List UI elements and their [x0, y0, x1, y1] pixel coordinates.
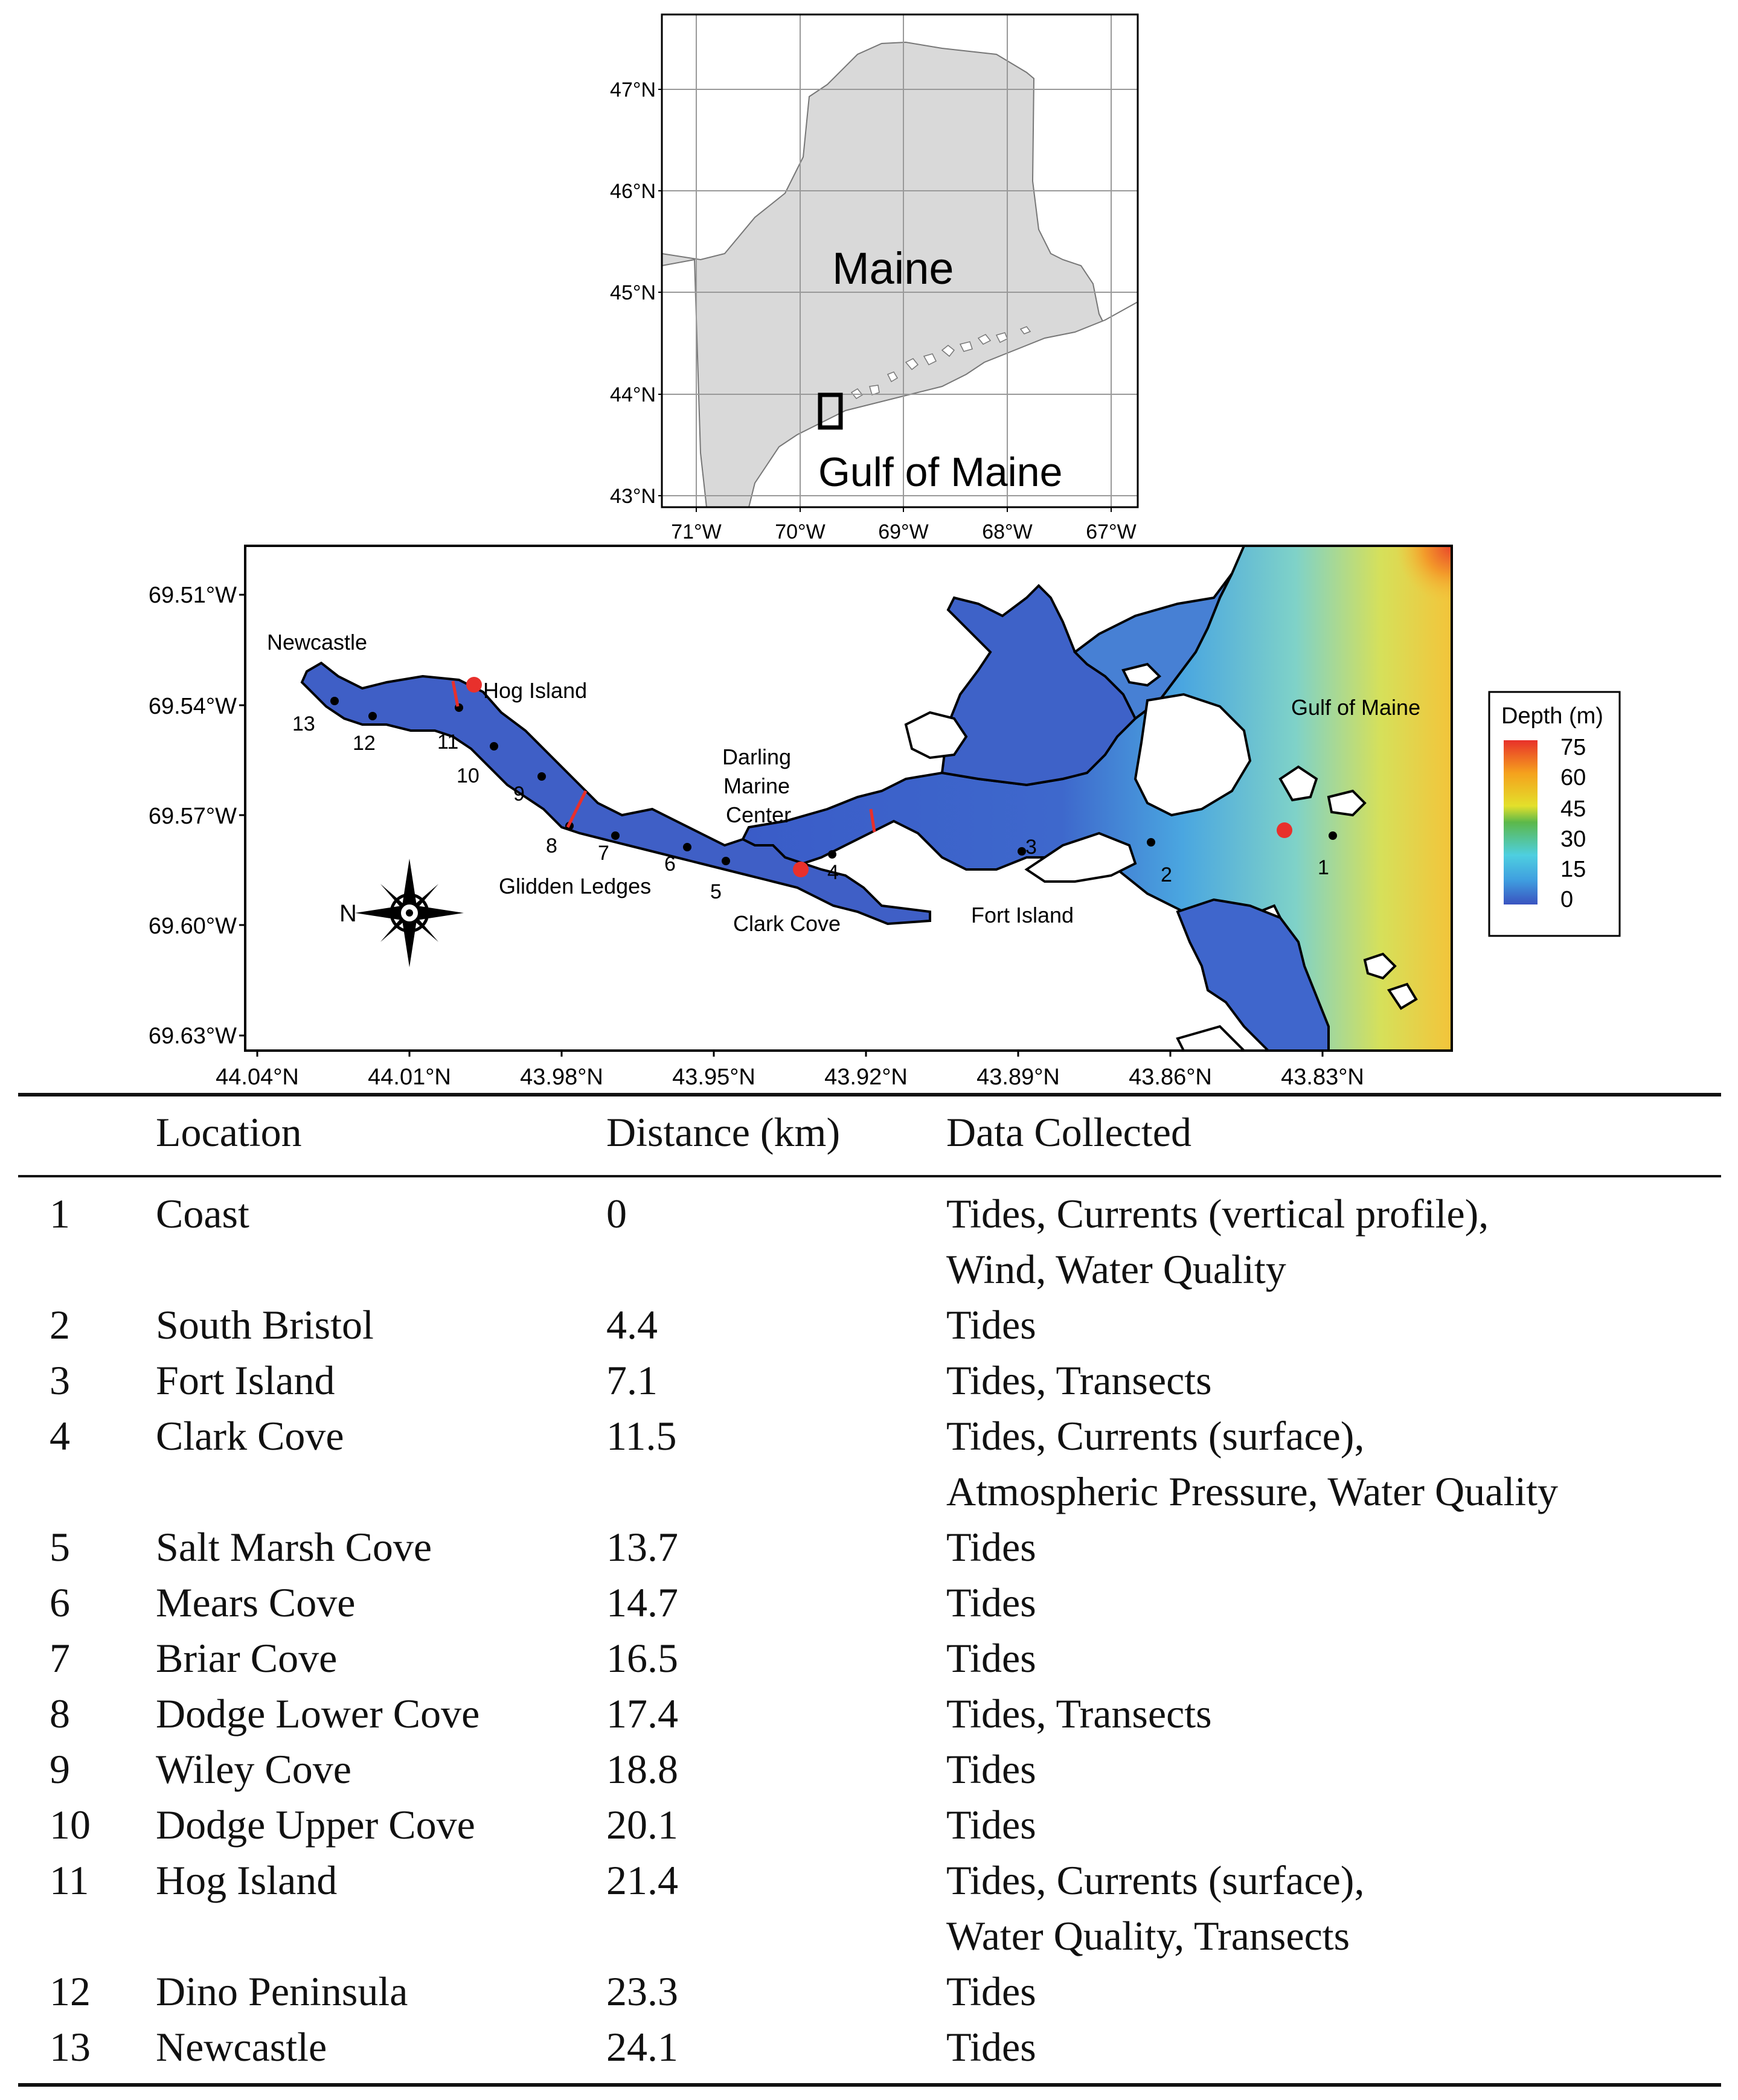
table-row — [18, 1186, 1721, 1297]
inset-map — [0, 0, 1738, 543]
station-5-label: 5 — [710, 880, 722, 903]
table-row — [18, 1964, 1721, 2019]
inset-lat-45: 45°N — [610, 281, 656, 304]
row-data-collected: Atmospheric Pressure, Water Quality — [946, 1468, 1559, 1514]
main-y-ticks — [149, 583, 237, 1049]
row-data-collected: Tides — [946, 1302, 1036, 1348]
x-tick-5: 43.92°N — [824, 1064, 908, 1087]
row-distance: 7.1 — [606, 1357, 658, 1403]
header-distance: Distance (km) — [606, 1109, 841, 1155]
station-10-dot — [490, 742, 498, 751]
row-distance: 23.3 — [606, 1968, 678, 2014]
station-6-label: 6 — [664, 853, 676, 876]
label-hog-island: Hog Island — [483, 678, 588, 703]
legend-title: Depth (m) — [1501, 703, 1603, 729]
legend-tick-45: 45 — [1560, 796, 1586, 822]
inset-lat-43: 43°N — [610, 485, 656, 508]
depth-legend — [1489, 692, 1620, 936]
inset-lon-68: 68°W — [982, 520, 1033, 543]
row-number: 8 — [50, 1691, 70, 1737]
header-location: Location — [156, 1109, 302, 1155]
table-row — [18, 2019, 1721, 2075]
station-6-dot — [683, 843, 691, 851]
legend-tick-60: 60 — [1560, 765, 1586, 790]
station-2-dot — [1147, 838, 1155, 847]
inset-lon-69: 69°W — [878, 520, 929, 543]
row-location: Salt Marsh Cove — [156, 1524, 432, 1570]
legend-tick-30: 30 — [1560, 827, 1586, 852]
x-tick-4: 43.95°N — [672, 1064, 755, 1087]
inset-label-maine: Maine — [832, 243, 954, 293]
station-3-dot — [1018, 847, 1026, 856]
row-data-collected: Water Quality, Transects — [946, 1913, 1350, 1959]
inset-lat-44: 44°N — [610, 383, 656, 406]
label-fort-island: Fort Island — [971, 903, 1074, 927]
row-location: Newcastle — [156, 2024, 327, 2070]
mooring-hog-island — [466, 677, 482, 693]
legend-tick-0: 0 — [1560, 887, 1574, 912]
mooring-clark-cove — [793, 862, 809, 877]
row-data-collected: Wind, Water Quality — [946, 1246, 1286, 1292]
row-data-collected: Tides — [946, 1524, 1036, 1570]
label-glidden-ledges: Glidden Ledges — [499, 874, 652, 898]
row-distance: 14.7 — [606, 1580, 678, 1625]
row-data-collected: Tides, Transects — [946, 1691, 1212, 1737]
legend-tick-15: 15 — [1560, 857, 1586, 882]
row-location: Dino Peninsula — [156, 1968, 408, 2014]
row-distance: 13.7 — [606, 1524, 678, 1570]
mooring-coast — [1277, 822, 1292, 838]
y-tick-1: 69.51°W — [148, 583, 237, 608]
inset-label-gulf: Gulf of Maine — [818, 449, 1063, 495]
table-row — [18, 1630, 1721, 1686]
row-data-collected: Tides — [946, 2024, 1036, 2070]
station-9-label: 9 — [513, 783, 525, 805]
label-darling-1: Darling — [722, 744, 792, 769]
station-3-label: 3 — [1025, 836, 1037, 859]
row-location: South Bristol — [156, 1302, 374, 1348]
table-row — [18, 1686, 1721, 1741]
table-row — [18, 1741, 1721, 1797]
legend-colorbar — [1504, 740, 1538, 904]
row-number: 13 — [50, 2024, 91, 2070]
station-13-dot — [330, 697, 339, 705]
row-number: 3 — [50, 1357, 70, 1403]
row-location: Fort Island — [156, 1357, 335, 1403]
row-number: 9 — [50, 1746, 70, 1792]
station-8-label: 8 — [546, 834, 557, 857]
inset-lat-47: 47°N — [610, 78, 656, 101]
station-13-label: 13 — [292, 712, 315, 735]
row-number: 10 — [50, 1802, 91, 1848]
station-9-dot — [537, 772, 546, 781]
row-data-collected: Tides, Transects — [946, 1357, 1212, 1403]
station-11-label: 11 — [437, 731, 459, 754]
station-4-dot — [828, 850, 836, 859]
station-12-label: 12 — [353, 732, 376, 755]
x-tick-1: 44.04°N — [216, 1064, 299, 1087]
main-x-ticks — [216, 1064, 1364, 1087]
compass-label: N — [339, 900, 357, 927]
row-distance: 18.8 — [606, 1746, 678, 1792]
row-number: 2 — [50, 1302, 70, 1348]
row-number: 5 — [50, 1524, 70, 1570]
row-data-collected: Tides — [946, 1968, 1036, 2014]
y-tick-5: 69.63°W — [148, 1023, 237, 1049]
main-map — [0, 531, 1738, 1087]
row-location: Wiley Cove — [156, 1746, 351, 1792]
row-distance: 16.5 — [606, 1635, 678, 1681]
table-bottom-rule — [18, 2083, 1721, 2087]
x-tick-2: 44.01°N — [368, 1064, 451, 1087]
inset-lon-67: 67°W — [1086, 520, 1137, 543]
x-tick-6: 43.89°N — [976, 1064, 1060, 1087]
row-distance: 21.4 — [606, 1857, 678, 1903]
row-number: 6 — [50, 1580, 70, 1625]
y-tick-2: 69.54°W — [148, 694, 237, 719]
row-data-collected: Tides, Currents (vertical profile), — [946, 1191, 1489, 1237]
header-data-collected: Data Collected — [946, 1109, 1191, 1155]
table-row — [18, 1353, 1721, 1408]
row-data-collected: Tides, Currents (surface), — [946, 1413, 1365, 1459]
inset-lat-ticks — [610, 78, 656, 508]
x-tick-3: 43.98°N — [520, 1064, 603, 1087]
station-10-label: 10 — [457, 764, 479, 787]
stations-table — [18, 1087, 1721, 2083]
x-tick-8: 43.83°N — [1281, 1064, 1364, 1087]
station-7-dot — [611, 831, 620, 840]
station-1-dot — [1329, 831, 1337, 840]
inset-lon-71: 71°W — [671, 520, 722, 543]
label-newcastle: Newcastle — [267, 630, 368, 655]
y-tick-4: 69.60°W — [148, 914, 237, 939]
station-4-label: 4 — [827, 861, 839, 884]
station-12-dot — [368, 712, 377, 720]
station-1-label: 1 — [1318, 856, 1329, 879]
row-number: 7 — [50, 1635, 70, 1681]
row-location: Mears Cove — [156, 1580, 356, 1625]
table-row — [18, 1297, 1721, 1353]
table-row — [18, 1519, 1721, 1575]
label-clark-cove: Clark Cove — [733, 911, 841, 936]
row-distance: 20.1 — [606, 1802, 678, 1848]
table-row — [18, 1408, 1721, 1519]
row-distance: 24.1 — [606, 2024, 678, 2070]
inset-lat-46: 46°N — [610, 180, 656, 203]
row-data-collected: Tides — [946, 1580, 1036, 1625]
row-location: Clark Cove — [156, 1413, 344, 1459]
row-data-collected: Tides — [946, 1746, 1036, 1792]
row-distance: 11.5 — [606, 1413, 677, 1459]
row-location: Hog Island — [156, 1857, 338, 1903]
row-distance: 4.4 — [606, 1302, 658, 1348]
table-row — [18, 1797, 1721, 1852]
station-5-dot — [722, 857, 730, 865]
table-top-rule — [18, 1093, 1721, 1096]
row-distance: 0 — [606, 1191, 627, 1237]
legend-tick-75: 75 — [1560, 735, 1586, 760]
row-number: 1 — [50, 1191, 70, 1237]
row-number: 11 — [50, 1857, 89, 1903]
station-7-label: 7 — [598, 842, 609, 865]
x-tick-7: 43.86°N — [1129, 1064, 1212, 1087]
label-darling-3: Center — [726, 802, 792, 827]
row-location: Coast — [156, 1191, 249, 1237]
table-row — [18, 1575, 1721, 1630]
station-2-label: 2 — [1161, 863, 1172, 886]
label-gulf-of-maine: Gulf of Maine — [1291, 695, 1421, 720]
y-tick-3: 69.57°W — [148, 804, 237, 829]
row-distance: 17.4 — [606, 1691, 678, 1737]
row-data-collected: Tides, Currents (surface), — [946, 1857, 1365, 1903]
label-darling-2: Marine — [723, 773, 790, 798]
row-location: Dodge Upper Cove — [156, 1802, 475, 1848]
table-header-rule — [18, 1175, 1721, 1177]
row-number: 4 — [50, 1413, 70, 1459]
row-location: Briar Cove — [156, 1635, 338, 1681]
row-data-collected: Tides — [946, 1802, 1036, 1848]
row-number: 12 — [50, 1968, 91, 2014]
row-location: Dodge Lower Cove — [156, 1691, 480, 1737]
row-data-collected: Tides — [946, 1635, 1036, 1681]
table-row — [18, 1852, 1721, 1964]
inset-lon-70: 70°W — [775, 520, 826, 543]
